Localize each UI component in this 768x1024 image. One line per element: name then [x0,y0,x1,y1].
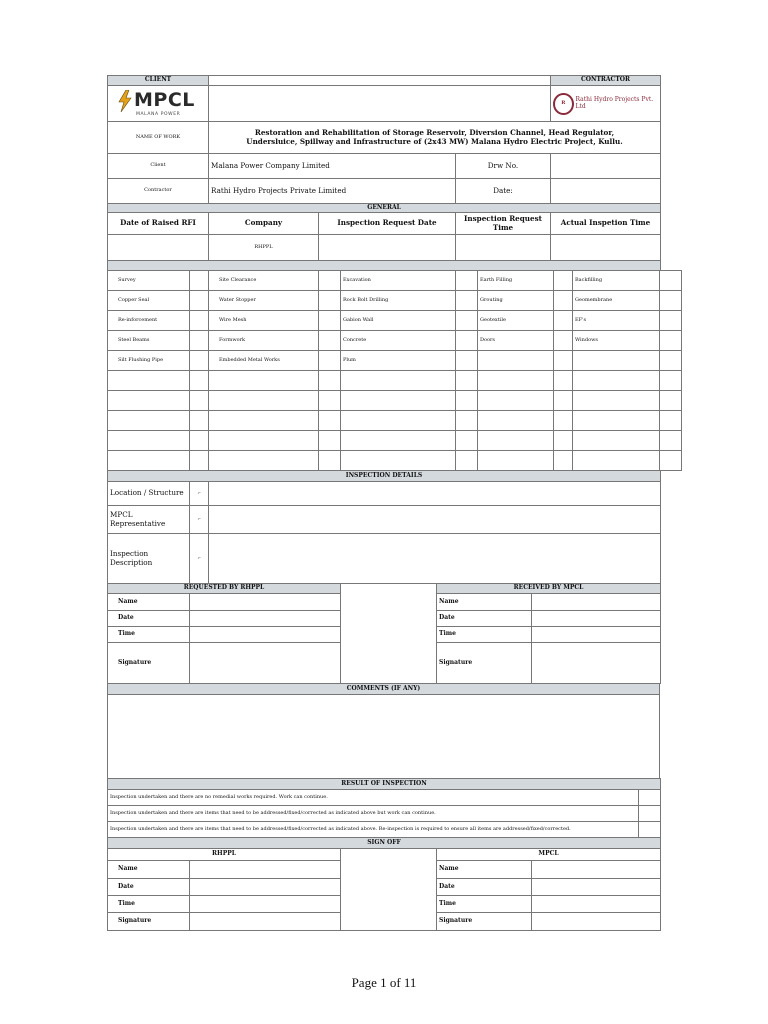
work-item-label [108,451,190,471]
page-number: Page 1 of 11 [351,975,417,990]
work-item-checkbox[interactable] [190,291,209,311]
work-item-label [478,431,554,451]
result-title: RESULT OF INSPECTION [108,779,661,790]
work-item-label: Excavation [341,271,456,291]
work-item-checkbox[interactable] [660,271,682,291]
so-left-time-field[interactable] [190,896,341,913]
work-items-table [107,270,682,471]
work-item-label [573,391,660,411]
req-signature-field[interactable] [190,643,341,684]
name-of-work-line1: Restoration and Rehabilitation of Storage Reservoir, Diversion Channel, Head Regulator, [254,128,615,138]
representative-sep: :- [190,506,209,534]
so-left-signature-field[interactable] [190,913,341,931]
work-item-checkbox[interactable] [319,431,341,451]
rfi-form [107,75,660,931]
col-date-raised-rfi: Date of Raised RFI [108,213,209,235]
work-item-checkbox[interactable] [456,351,478,371]
work-item-checkbox[interactable] [190,451,209,471]
req-date-label: Date [108,611,190,627]
mpcl-logo-subtext: MALANA POWER [136,111,181,117]
inspection-details-title: INSPECTION DETAILS [108,471,661,482]
req-time-label: Time [108,627,190,643]
client-value: Malana Power Company Limited [209,154,456,179]
work-item-label: Doors [478,331,554,351]
signoff-left-title: RHPPL [108,849,341,861]
work-item-checkbox[interactable] [660,371,682,391]
signoff-right-title: MPCL [437,849,661,861]
work-item-label: Re-inforcement [108,311,190,331]
work-items-row [108,311,682,331]
representative-field[interactable] [209,506,661,534]
work-item-label: Wire Mesh [209,311,319,331]
so-right-name-label: Name [437,861,532,879]
date-field[interactable] [551,179,661,204]
work-item-label [108,371,190,391]
rec-date-label: Date [437,611,532,627]
rec-name-field[interactable] [532,594,661,611]
received-title: RECEIVED BY MPCL [437,584,661,594]
col-actual-inspection-time: Actual Inspetion Time [551,213,661,235]
work-item-checkbox[interactable] [190,431,209,451]
work-items-row [108,351,682,371]
rec-signature-label: Signature [437,643,532,684]
work-item-label [478,371,554,391]
work-item-checkbox[interactable] [190,411,209,431]
work-item-checkbox[interactable] [554,271,573,291]
work-item-checkbox[interactable] [660,331,682,351]
work-item-label [108,411,190,431]
location-label: Location / Structure [108,482,190,506]
work-item-checkbox[interactable] [319,451,341,471]
so-left-time-label: Time [108,896,190,913]
so-left-signature-label: Signature [108,913,190,931]
work-item-checkbox[interactable] [190,271,209,291]
work-item-checkbox[interactable] [660,391,682,411]
work-item-label [108,391,190,411]
work-item-label [341,411,456,431]
col-inspection-request-time: Inspection Request Time [456,213,551,235]
work-item-label [573,431,660,451]
work-item-checkbox[interactable] [660,451,682,471]
work-item-checkbox[interactable] [456,331,478,351]
comments-field[interactable] [108,695,660,779]
work-item-checkbox[interactable] [456,411,478,431]
work-item-label: Site Clearance [209,271,319,291]
work-item-checkbox[interactable] [554,291,573,311]
work-item-checkbox[interactable] [554,351,573,371]
work-item-label: Steel Beams [108,331,190,351]
work-item-label [478,351,554,371]
inspection-request-date-field[interactable] [319,235,456,261]
rathi-emblem-icon: R [553,93,574,115]
req-name-label: Name [108,594,190,611]
work-item-label: Formwork [209,331,319,351]
representative-label: MPCL Representative [108,506,190,534]
work-item-checkbox[interactable] [319,271,341,291]
location-field[interactable] [209,482,661,506]
result-option-1-checkbox[interactable] [639,790,661,806]
work-item-label [341,451,456,471]
mpcl-logo-text: MPCL [134,88,195,111]
so-right-time-label: Time [437,896,532,913]
general-table [107,203,661,271]
work-items-row [108,391,682,411]
inspection-request-time-field[interactable] [456,235,551,261]
work-item-label: EF's [573,311,660,331]
work-item-label [573,351,660,371]
work-item-label: Embedded Metal Works [209,351,319,371]
work-item-checkbox[interactable] [319,351,341,371]
work-item-checkbox[interactable] [554,411,573,431]
work-item-checkbox[interactable] [660,311,682,331]
work-item-checkbox[interactable] [319,331,341,351]
client-logo [108,86,209,122]
work-item-label [341,371,456,391]
signoff-title: SIGN OFF [108,838,661,849]
result-table [107,778,661,838]
work-item-checkbox[interactable] [319,371,341,391]
rec-signature-field[interactable] [532,643,661,684]
so-left-name-label: Name [108,861,190,879]
work-item-label [573,451,660,471]
work-item-label [209,451,319,471]
work-item-label [478,411,554,431]
req-date-field[interactable] [190,611,341,627]
contractor-value: Rathi Hydro Projects Private Limited [209,179,456,204]
work-item-label: Survey [108,271,190,291]
description-label: Inspection Description [108,534,190,584]
client-label: CLIENT [108,76,209,86]
work-item-checkbox[interactable] [456,391,478,411]
work-item-label [209,371,319,391]
description-field[interactable] [209,534,661,584]
work-item-label: Rock Bolt Drilling [341,291,456,311]
requested-title: REQUESTED BY RHPPL [108,584,341,594]
work-items-row [108,271,682,291]
work-item-checkbox[interactable] [554,371,573,391]
work-item-checkbox[interactable] [190,391,209,411]
signoff-table [107,837,661,931]
work-items-row [108,411,682,431]
so-right-signature-field[interactable] [532,913,661,931]
work-item-checkbox[interactable] [554,391,573,411]
work-item-checkbox[interactable] [660,351,682,371]
name-of-work-line2: Undersluice, Spillway and Infrastructure of (2x43 MW) Malana Hydro Electric Project, Kullu. [246,136,623,146]
description-sep: :- [190,534,209,584]
so-right-signature-label: Signature [437,913,532,931]
inspection-details-table [107,470,661,584]
company-value: RHPPL [209,235,319,261]
comments-table [107,683,660,779]
work-item-checkbox[interactable] [456,271,478,291]
result-option-2: Inspection undertaken and there are items that need to be addressed/fixed/corrected as indicated above but work can continue. [108,806,639,822]
work-item-checkbox[interactable] [456,431,478,451]
work-item-label: Gabion Wall [341,311,456,331]
work-item-checkbox[interactable] [319,311,341,331]
name-of-work-value [209,122,661,154]
contractor-label: CONTRACTOR [551,76,661,86]
date-label: Date: [456,179,551,204]
work-item-checkbox[interactable] [554,451,573,471]
so-left-date-label: Date [108,879,190,896]
work-item-label [478,451,554,471]
work-item-checkbox[interactable] [319,391,341,411]
name-of-work-label: NAME OF WORK [108,122,209,154]
contractor-logo [551,86,661,122]
date-raised-rfi-field[interactable] [108,235,209,261]
work-item-checkbox[interactable] [319,291,341,311]
rec-time-label: Time [437,627,532,643]
rec-time-field[interactable] [532,627,661,643]
so-right-date-label: Date [437,879,532,896]
work-item-label [573,411,660,431]
work-item-checkbox[interactable] [190,371,209,391]
work-item-checkbox[interactable] [554,431,573,451]
work-item-label [209,431,319,451]
so-right-time-field[interactable] [532,896,661,913]
client-row-label: Client [108,154,209,179]
header-table [107,75,661,204]
result-option-3: Inspection undertaken and there are items that need to be addressed/fixed/corrected as indicated above. Re-inspection is required to ensure all items are addressed/fixed/corrected. [108,822,639,838]
actual-inspection-time-field[interactable] [551,235,661,261]
work-item-checkbox[interactable] [554,311,573,331]
work-items-row [108,331,682,351]
result-option-2-checkbox[interactable] [639,806,661,822]
so-right-name-field[interactable] [532,861,661,879]
work-item-label [573,371,660,391]
work-item-checkbox[interactable] [554,331,573,351]
work-item-checkbox[interactable] [456,291,478,311]
general-title: GENERAL [108,204,661,213]
work-item-label [209,391,319,411]
work-item-label [478,391,554,411]
req-name-field[interactable] [190,594,341,611]
work-items-row [108,451,682,471]
drw-no-field[interactable] [551,154,661,179]
contractor-row-label: Contractor [108,179,209,204]
req-time-field[interactable] [190,627,341,643]
work-item-checkbox[interactable] [190,331,209,351]
work-item-label: Windows [573,331,660,351]
work-item-label: Backfilling [573,271,660,291]
work-items-row [108,291,682,311]
work-item-checkbox[interactable] [660,291,682,311]
col-inspection-request-date: Inspection Request Date [319,213,456,235]
work-item-label: Geotextile [478,311,554,331]
work-item-checkbox[interactable] [319,411,341,431]
result-option-3-checkbox[interactable] [639,822,661,838]
drw-no-label: Drw No. [456,154,551,179]
work-item-label [108,431,190,451]
rec-date-field[interactable] [532,611,661,627]
work-item-checkbox[interactable] [456,371,478,391]
work-items-row [108,371,682,391]
work-item-label: Geomembrane [573,291,660,311]
work-item-label: Copper Seal [108,291,190,311]
rec-name-label: Name [437,594,532,611]
result-option-1: Inspection undertaken and there are no remedial works required. Work can continue. [108,790,639,806]
work-item-checkbox[interactable] [190,311,209,331]
work-item-label: Grouting [478,291,554,311]
work-item-label [341,391,456,411]
work-item-checkbox[interactable] [190,351,209,371]
so-left-date-field[interactable] [190,879,341,896]
requested-table [107,583,661,684]
work-item-checkbox[interactable] [456,311,478,331]
work-items-row [108,431,682,451]
comments-title: COMMENTS (IF ANY) [108,684,660,695]
work-item-checkbox[interactable] [660,431,682,451]
rathi-logo-text: Rathi Hydro Projects Pvt. Ltd [575,95,654,110]
work-item-label: Plum [341,351,456,371]
work-item-label [209,411,319,431]
work-item-checkbox[interactable] [660,411,682,431]
work-item-label [341,431,456,451]
work-item-label: Silt Flushing Pipe [108,351,190,371]
work-item-label: Earth Filling [478,271,554,291]
lightning-bolt-icon [118,90,132,112]
req-signature-label: Signature [108,643,190,684]
so-left-name-field[interactable] [190,861,341,879]
work-item-label: Concrete [341,331,456,351]
col-company: Company [209,213,319,235]
so-right-date-field[interactable] [532,879,661,896]
work-item-checkbox[interactable] [456,451,478,471]
location-sep: :- [190,482,209,506]
work-item-label: Water Stopper [209,291,319,311]
